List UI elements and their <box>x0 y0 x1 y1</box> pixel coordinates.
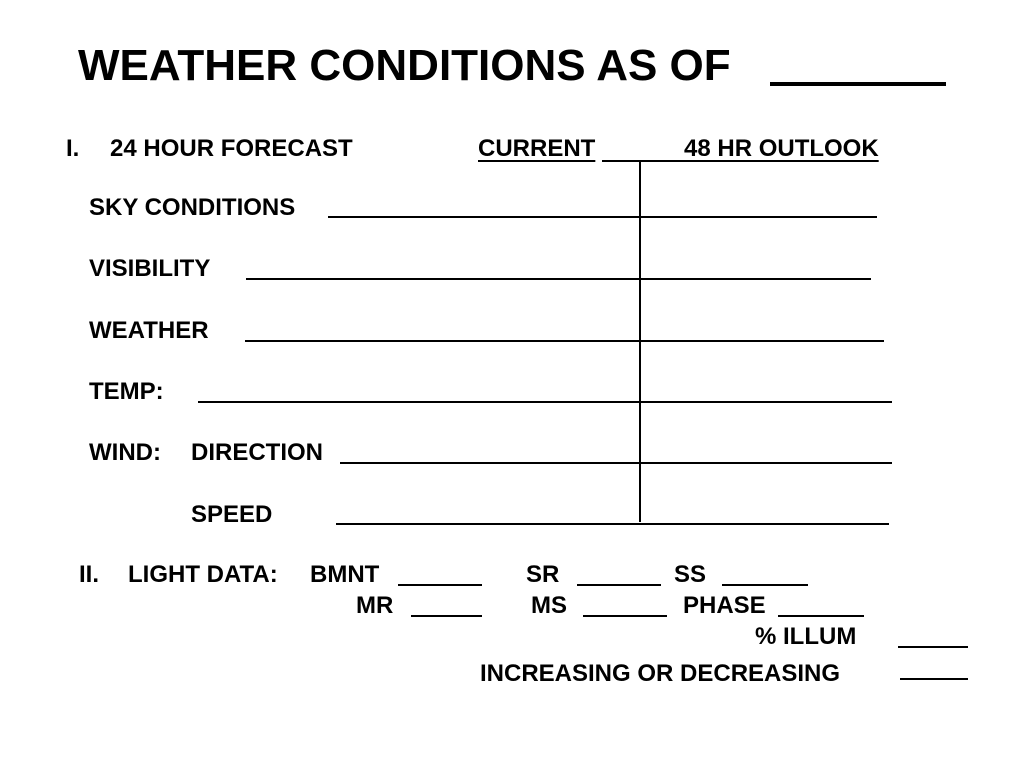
wind-speed-label: SPEED <box>191 501 273 528</box>
temp-label: TEMP: <box>89 378 164 405</box>
illum-blank[interactable] <box>898 646 968 648</box>
wind-direction-label: DIRECTION <box>191 439 323 466</box>
wind-speed-blank[interactable] <box>336 523 889 525</box>
illum-label: % ILLUM <box>755 623 857 650</box>
light-data-label: LIGHT DATA: <box>128 561 278 588</box>
sr-blank[interactable] <box>577 584 661 586</box>
phase-blank[interactable] <box>778 615 864 617</box>
phase-label: PHASE <box>683 592 766 619</box>
header-blank-line <box>602 160 684 162</box>
weather-blank[interactable] <box>245 340 884 342</box>
ss-blank[interactable] <box>722 584 808 586</box>
increasing-decreasing-blank[interactable] <box>900 678 968 680</box>
page-title: WEATHER CONDITIONS AS OF <box>78 41 731 90</box>
bmnt-blank[interactable] <box>398 584 482 586</box>
ms-label: MS <box>531 592 567 619</box>
title-date-blank[interactable] <box>770 82 946 86</box>
temp-blank[interactable] <box>198 401 892 403</box>
ss-label: SS <box>674 561 707 588</box>
weather-label: WEATHER <box>89 317 209 344</box>
forecast-column-header: 24 HOUR FORECAST <box>110 135 353 162</box>
mr-label: MR <box>356 592 394 619</box>
wind-direction-blank[interactable] <box>340 462 892 464</box>
current-column-header: CURRENT <box>478 135 596 162</box>
sr-label: SR <box>526 561 560 588</box>
section-2-numeral: II. <box>79 561 100 588</box>
ms-blank[interactable] <box>583 615 667 617</box>
bmnt-label: BMNT <box>310 561 380 588</box>
sky-conditions-blank[interactable] <box>328 216 877 218</box>
outlook-column-header: 48 HR OUTLOOK <box>684 135 879 162</box>
visibility-label: VISIBILITY <box>89 255 211 282</box>
section-1-numeral: I. <box>66 135 80 162</box>
increasing-decreasing-label: INCREASING OR DECREASING <box>480 660 841 687</box>
wind-label: WIND: <box>89 439 161 466</box>
visibility-blank[interactable] <box>246 278 871 280</box>
sky-conditions-label: SKY CONDITIONS <box>89 194 296 221</box>
mr-blank[interactable] <box>411 615 482 617</box>
